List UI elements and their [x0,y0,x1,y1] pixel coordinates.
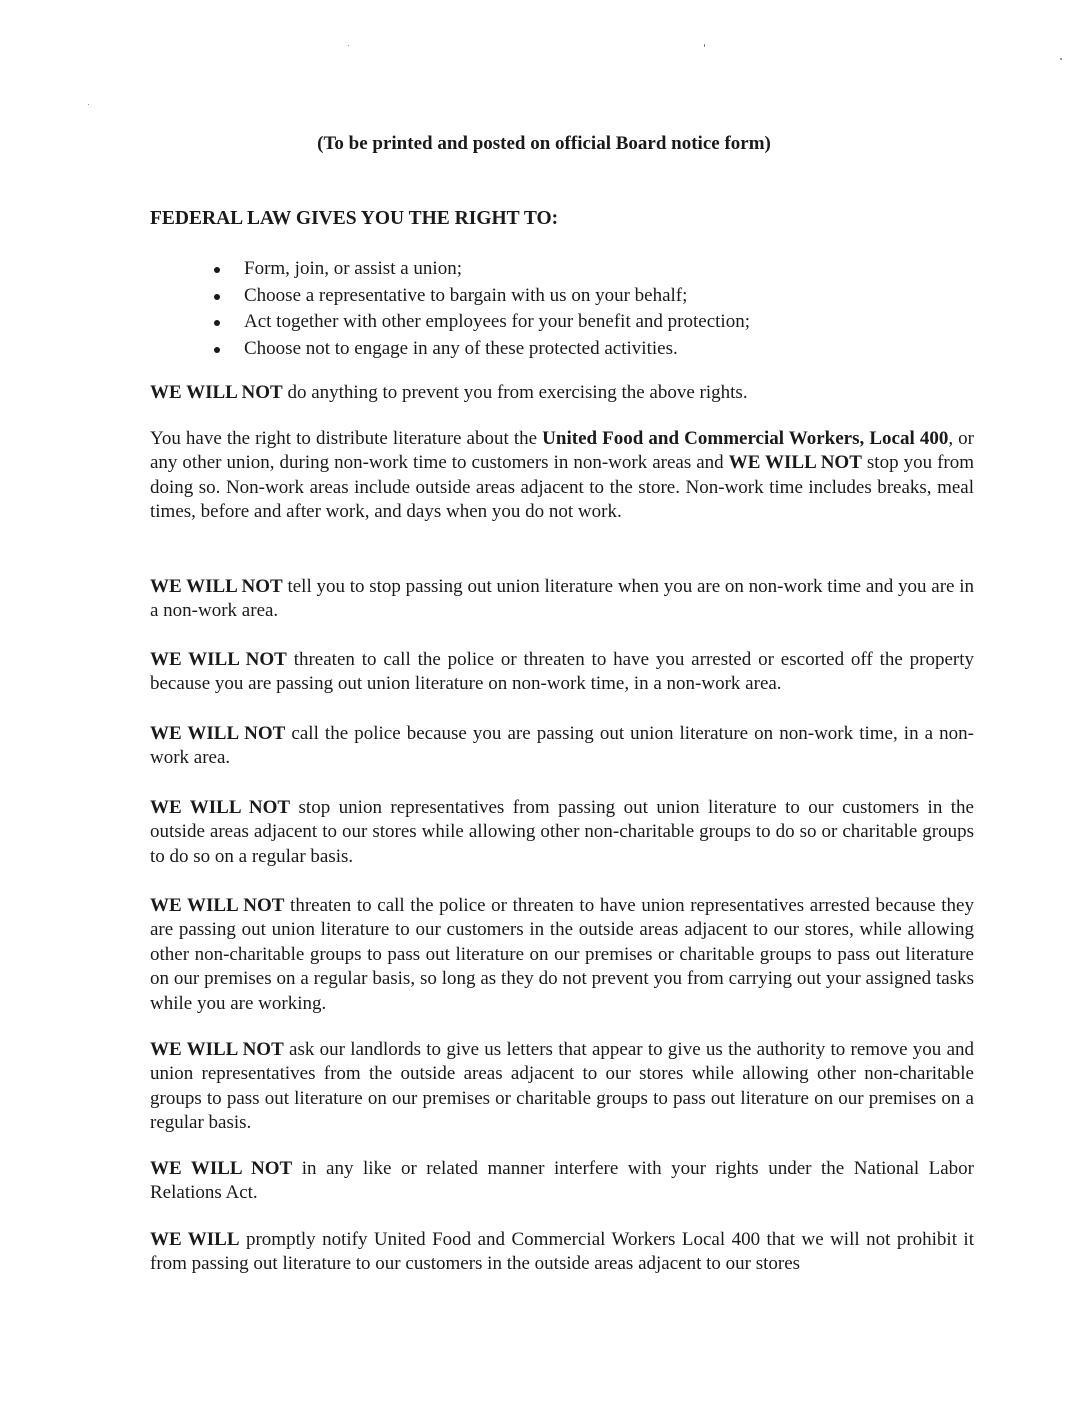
paragraph-notify-union [150,1228,974,1277]
paragraph-text: , or any other union, during non-work time to customers in non-work areas and [150,428,974,474]
paragraph-no-threaten-police [150,648,974,697]
scan-speck [1060,58,1062,60]
scan-speck [88,104,89,105]
paragraph-text: call the police because you are passing out union literature on non-work time, in a non-work area. [150,723,974,769]
paragraph-right-to-distribute [150,427,974,525]
paragraph-no-stop-representatives [150,796,974,869]
paragraph-no-related-interference [150,1157,974,1206]
paragraph-lead: WE WILL NOT [150,649,287,670]
paragraph-text: do anything to prevent you from exercising the above rights. [282,382,748,403]
rights-heading: FEDERAL LAW GIVES YOU THE RIGHT TO: [150,208,559,229]
paragraph-text: threaten to call the police or threaten to have you arrested or escorted off the property because you are passing out union literature on non-work time, in a non-work area. [150,649,974,695]
paragraph-lead: WE WILL [150,1229,240,1250]
union-name: United Food and Commercial Workers, Local 400 [542,428,949,449]
paragraph-no-call-police [150,722,974,771]
paragraph-lead: WE WILL NOT [150,723,286,744]
paragraph-no-threaten-representatives [150,894,974,1016]
list-item: Act together with other employees for your benefit and protection; [214,309,750,336]
scan-speck [704,44,705,47]
paragraph-lead: WE WILL NOT [150,1039,284,1060]
page-title: (To be printed and posted on official Board notice form) [317,133,771,154]
paragraph-text: threaten to call the police or threaten to have union representatives arrested because they are passing out union literature to our customers in the outside areas adjacent to our stores, while allowing other non-charitable groups to pass out literature on our premises or charitable groups to pass out literature on our premises on a regular basis, so long as they do not prevent you from carrying out your assigned tasks while you are working. [150,895,974,1014]
paragraph-no-stop-literature [150,575,974,624]
paragraph-lead: WE WILL NOT [150,895,285,916]
paragraph-text: promptly notify United Food and Commercial Workers Local 400 that we will not prohibit it from passing out literature to our customers in the outside areas adjacent to our stores [150,1229,974,1275]
paragraph-lead: WE WILL NOT [150,576,283,597]
paragraph-text: ask our landlords to give us letters that appear to give us the authority to remove you and union representatives from the outside areas adjacent to our stores while allowing other non-charitable groups to pass out literature on our premises or charitable groups to pass out literature on our premises on a regular basis. [150,1039,974,1134]
scan-speck [348,45,349,46]
paragraph-text: in any like or related manner interfere with your rights under the National Labor Relations Act. [150,1158,974,1204]
paragraph-lead: WE WILL NOT [728,452,862,474]
paragraph-lead: WE WILL NOT [150,382,283,403]
paragraph-no-interference [150,381,974,405]
paragraph-lead: WE WILL NOT [150,1158,293,1179]
paragraph-text: stop union representatives from passing out union literature to our customers in the outside areas adjacent to our stores while allowing other non-charitable groups to do so or charitable groups to do so on a regular basis. [150,797,974,867]
list-item: Choose a representative to bargain with us on your behalf; [214,283,750,310]
paragraph-text: You have the right to distribute literature about the [150,428,543,449]
paragraph-lead: WE WILL NOT [150,797,291,818]
paragraph-no-landlord-letters [150,1038,974,1136]
paragraph-text: tell you to stop passing out union literature when you are on non-work time and you are in a non-work area. [150,576,974,622]
list-item: Choose not to engage in any of these protected activities. [214,336,750,363]
paragraph-text: stop you from doing so. Non-work areas include outside areas adjacent to the store. Non-work time includes breaks, meal times, before and after work, and days when you do not work. [150,452,974,523]
list-item: Form, join, or assist a union; [214,256,750,283]
rights-list [214,256,750,362]
